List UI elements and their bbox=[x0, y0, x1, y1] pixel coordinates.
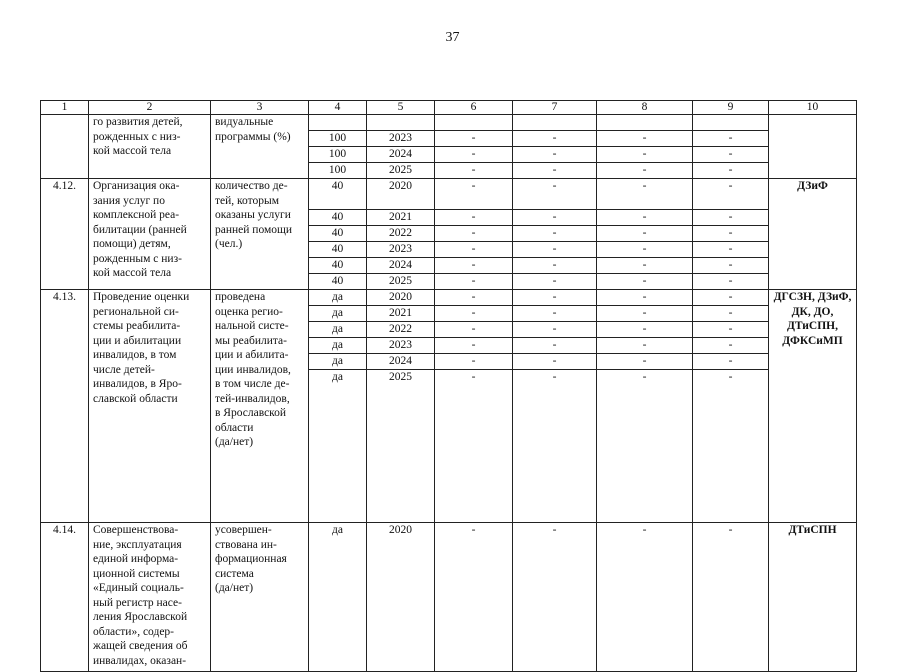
year-cell: 2020 bbox=[367, 290, 435, 306]
table-row: 4.13. Проведение оценки региональной си- стемы реабилита- ции и абилитации инвалидов, в том числе детей- инвалидов, в Яро- славской области проведена оценка регио- нальной систе- мы реабилита- ции и абилита- ции инвалидов, в том числе де- тей-инвалидов, в Ярославской области (да/нет) да 2020 - - - - ДГСЗН, ДЗиФ, ДК, ДО, ДТиСПН, ДФКСиМП bbox=[41, 290, 857, 306]
item-number: 4.14. bbox=[41, 523, 89, 672]
column-header: 10 bbox=[769, 101, 857, 115]
table-row: 4.14. Совершенствова- ние, эксплуатация единой информа- ционной системы «Единый социаль- ный регистр насе- ления Ярославской области», содер- жащей сведения об инвалидах, оказан- усовершен- ствована ин- формационная система (да/нет) да 2020 - - - - ДТиСПН bbox=[41, 523, 857, 672]
year-cell: 2022 bbox=[367, 226, 435, 242]
year-cell: 2025 bbox=[367, 274, 435, 290]
table-row: да 2025 - - - - bbox=[41, 370, 857, 523]
item-indicator: видуальные программы (%) bbox=[211, 115, 309, 179]
value-cell: 40 bbox=[309, 242, 367, 258]
column-header: 7 bbox=[513, 101, 597, 115]
value-cell: 40 bbox=[309, 210, 367, 226]
item-description: го развития детей, рожденных с низ- кой массой тела bbox=[89, 115, 211, 179]
value-cell: 40 bbox=[309, 226, 367, 242]
table-row: 100 2023 - - - - bbox=[41, 131, 857, 147]
year-cell: 2023 bbox=[367, 242, 435, 258]
table-row: 40 2022 - - - - bbox=[41, 226, 857, 242]
value-cell: 100 bbox=[309, 131, 367, 147]
column-header: 4 bbox=[309, 101, 367, 115]
value-cell: да bbox=[309, 370, 367, 523]
year-cell: 2024 bbox=[367, 354, 435, 370]
table-row: 40 2024 - - - - bbox=[41, 258, 857, 274]
value-cell: да bbox=[309, 290, 367, 306]
item-description: Проведение оценки региональной си- стемы реабилита- ции и абилитации инвалидов, в том числе детей- инвалидов, в Яро- славской области bbox=[89, 290, 211, 523]
column-header: 6 bbox=[435, 101, 513, 115]
plan-table bbox=[40, 100, 857, 672]
column-header: 1 bbox=[41, 101, 89, 115]
item-number bbox=[41, 115, 89, 179]
column-numbers-row bbox=[41, 101, 857, 115]
column-header: 9 bbox=[693, 101, 769, 115]
item-indicator: проведена оценка регио- нальной систе- мы реабилита- ции и абилита- ции инвалидов, в том числе де- тей-инвалидов, в Ярославской области (да/нет) bbox=[211, 290, 309, 523]
column-header: 3 bbox=[211, 101, 309, 115]
table-row: да 2024 - - - - bbox=[41, 354, 857, 370]
item-indicator: усовершен- ствована ин- формационная система (да/нет) bbox=[211, 523, 309, 672]
value-cell: 100 bbox=[309, 163, 367, 179]
year-cell: 2020 bbox=[367, 179, 435, 210]
value-cell: 40 bbox=[309, 179, 367, 210]
value-cell: да bbox=[309, 306, 367, 322]
value-cell: да bbox=[309, 338, 367, 354]
item-number: 4.13. bbox=[41, 290, 89, 523]
value-cell: 40 bbox=[309, 274, 367, 290]
year-cell: 2025 bbox=[367, 370, 435, 523]
value-cell: да bbox=[309, 354, 367, 370]
column-header: 5 bbox=[367, 101, 435, 115]
year-cell: 2021 bbox=[367, 306, 435, 322]
year-cell: 2025 bbox=[367, 163, 435, 179]
value-cell: 100 bbox=[309, 147, 367, 163]
table-row: 100 2025 - - - - bbox=[41, 163, 857, 179]
year-cell: 2024 bbox=[367, 258, 435, 274]
table-row: 40 2025 - - - - bbox=[41, 274, 857, 290]
year-cell: 2023 bbox=[367, 338, 435, 354]
table-row: 40 2021 - - - - bbox=[41, 210, 857, 226]
value-cell: да bbox=[309, 322, 367, 338]
year-cell: 2024 bbox=[367, 147, 435, 163]
item-executor: ДГСЗН, ДЗиФ, ДК, ДО, ДТиСПН, ДФКСиМП bbox=[769, 290, 857, 523]
year-cell: 2023 bbox=[367, 131, 435, 147]
column-header: 2 bbox=[89, 101, 211, 115]
table-row: 40 2023 - - - - bbox=[41, 242, 857, 258]
table-row: да 2023 - - - - bbox=[41, 338, 857, 354]
item-executor: ДЗиФ bbox=[769, 179, 857, 290]
year-cell: 2021 bbox=[367, 210, 435, 226]
table-row: 100 2024 - - - - bbox=[41, 147, 857, 163]
table-row: да 2022 - - - - bbox=[41, 322, 857, 338]
table-row: да 2021 - - - - bbox=[41, 306, 857, 322]
page-number: 37 bbox=[445, 30, 460, 45]
item-number: 4.12. bbox=[41, 179, 89, 290]
item-indicator: количество де- тей, которым оказаны услуги ранней помощи (чел.) bbox=[211, 179, 309, 290]
item-description: Совершенствова- ние, эксплуатация единой информа- ционной системы «Единый социаль- ный регистр насе- ления Ярославской области», содер- жащей сведения об инвалидах, оказан- bbox=[89, 523, 211, 672]
item-description: Организация ока- зания услуг по комплексной реа- билитации (ранней помощи) детям, рожденным с низ- кой массой тела bbox=[89, 179, 211, 290]
year-cell: 2022 bbox=[367, 322, 435, 338]
value-cell: 40 bbox=[309, 258, 367, 274]
table-row: 4.12. Организация ока- зания услуг по комплексной реа- билитации (ранней помощи) детям, рожденным с низ- кой массой тела количество де- тей, которым оказаны услуги ранней помощи (чел.) 40 2020 - - - - ДЗиФ bbox=[41, 179, 857, 210]
year-cell: 2020 bbox=[367, 523, 435, 672]
value-cell: да bbox=[309, 523, 367, 672]
item-executor bbox=[769, 115, 857, 179]
item-executor: ДТиСПН bbox=[769, 523, 857, 672]
table-row bbox=[41, 115, 857, 131]
column-header: 8 bbox=[597, 101, 693, 115]
